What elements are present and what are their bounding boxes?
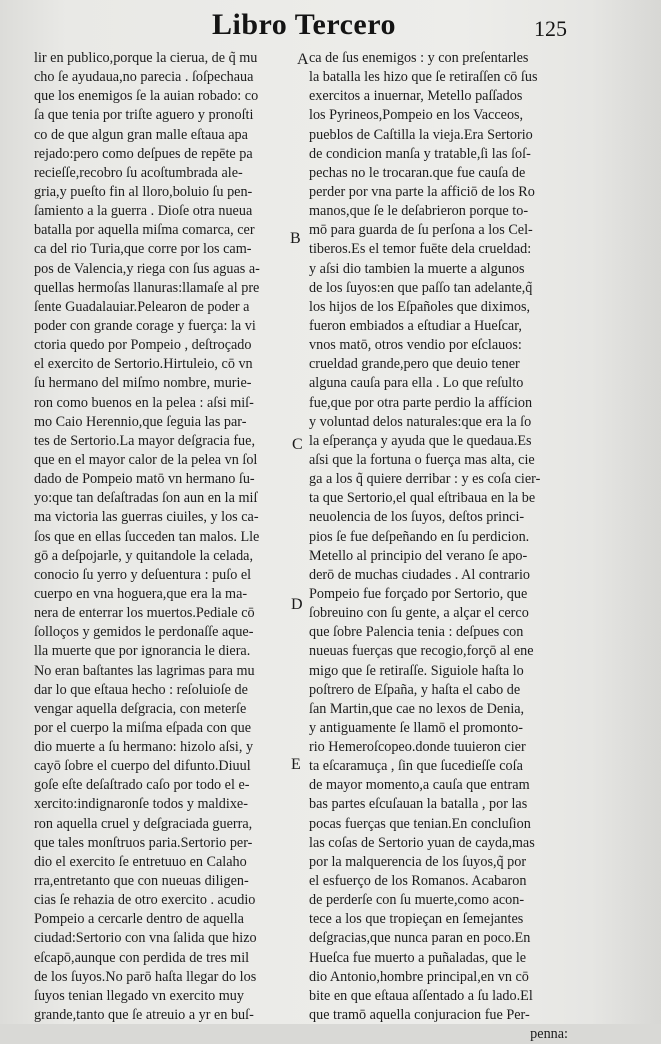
text-line: recieſſe,recobro ſu acoſtumbrada ale- — [34, 164, 243, 181]
text-line: pueblos de Caſtilla la vieja.Era Sertorio — [309, 126, 533, 143]
text-line: las coſas de Sertorio yuan de cayda,mas — [309, 834, 535, 851]
text-line: ca de ſus enemigos : y con preſentarles — [309, 50, 529, 66]
text-line: gō a deſpojarle, y quitandole la celada, — [34, 547, 254, 564]
text-line: goſe eſte deſaſtrado caſo por todo el e- — [34, 777, 250, 794]
text-line: xercito:indignaronſe todos y maldixe- — [34, 796, 248, 813]
text-line: poſtrero de Eſpaña, y haſta el cabo de — [309, 681, 521, 698]
text-line: de los ſuyos:en que paſſo tan adelante,q̃ — [309, 279, 533, 296]
margin-marker-d: D — [291, 596, 303, 613]
text-line: de mayor momento,a cauſa que entram — [309, 777, 530, 794]
text-line: co de que algun gran malle eſtaua apa — [34, 126, 248, 143]
text-line: quellas hermoſas llanuras:llamaſe al pre — [34, 279, 260, 296]
text-line: conocio ſu yerro y deſuentura : puſo el — [34, 566, 252, 583]
text-line: dio Antonio,hombre principal,en vn cō — [309, 968, 529, 985]
margin-marker-c: C — [292, 436, 303, 453]
text-line: ſa que tenia por triſte aguero y pronoſti — [34, 107, 254, 124]
text-line: tiberos.Es el temor fuēte dela crueldad: — [309, 241, 532, 258]
text-line: ſobreuino con ſu gente, a alçar el cerco — [309, 605, 529, 622]
text-line: la eſperança y ayuda que le quedaua.Es — [309, 432, 532, 449]
text-line: vnos matō, otros vendio por eſclauos: — [309, 337, 522, 354]
text-line: que los enemigos ſe la auian robado: co — [34, 88, 259, 105]
text-line: ſan Martin,que cae no lexos de Denia, — [309, 700, 525, 717]
text-line: por la malquerencia de los ſuyos,q̃ por — [309, 853, 527, 870]
text-line: de perderſe con ſu muerte,como acon- — [309, 892, 525, 909]
text-line: de los ſuyos.No parō haſta llegar do los — [34, 968, 257, 985]
text-line: exercitos a inuernar, Metello paſſados — [309, 88, 523, 105]
text-line: pechas no le trocaran.que fue cauſa de — [309, 164, 526, 181]
text-line: ſamiento a la guerra . Dioſe otra nueua — [34, 203, 253, 220]
text-line: dio muerte a ſu hermano: hizolo aſsi, y — [34, 739, 254, 756]
text-line: ſente Guadalauiar.Pelearon de poder a — [34, 298, 250, 315]
text-line: ga a los q̃ quiere derribar : y es coſa cier- — [309, 471, 541, 488]
text-line: mo Caio Herennio,que ſeguia las par- — [34, 413, 247, 430]
text-line: No eran baſtantes las lagrimas para mu — [34, 662, 255, 679]
text-line: pocas fuerças que tenian.En concluſion — [309, 815, 531, 832]
text-line: tes de Sertorio.La mayor deſgracia fue, — [34, 432, 255, 449]
text-line: cho ſe ayudaua,no parecia . ſoſpechaua — [34, 69, 254, 86]
text-line: y antiguamente ſe llamō el promonto- — [309, 719, 523, 736]
margin-marker-b: B — [290, 230, 301, 247]
text-line: penna: — [530, 1026, 568, 1043]
text-line: crueldad grande,pero que deuio tener — [309, 356, 520, 373]
text-line: ctoria quedo por Pompeio , deſtroçado — [34, 337, 252, 354]
text-line: pos de Valencia,y riega con ſus aguas a- — [34, 260, 260, 277]
text-line: ſolloços y gemidos le perdonaſſe aque- — [34, 624, 254, 641]
text-line: mō para guarda de ſu perſona a los Cel- — [309, 222, 533, 239]
text-line: ron aquella cruel y deſgraciada guerra, — [34, 815, 253, 832]
text-line: rio Hemeroſcopeo.donde tuuieron cier — [309, 739, 526, 756]
text-line: los Pyrineos,Pompeio en los Vacceos, — [309, 107, 524, 124]
text-line: deſgracias,que nunca paran en poco.En — [309, 930, 531, 947]
text-line: dar lo que eſtaua hecho : reſoluioſe de — [34, 681, 248, 698]
text-line: alguna cauſa para ella . Lo que reſulto — [309, 375, 524, 392]
text-line: nueuas fuerças que recogio,forçō al ene — [309, 643, 534, 660]
text-line: rejado:pero como deſpues de repēte pa — [34, 145, 253, 162]
text-line: la batalla les hizo que ſe retiraſſen cō ſus — [309, 69, 538, 86]
text-line: que ſobre Palencia tenia : deſpues con — [309, 624, 524, 641]
margin-marker-a: A — [297, 51, 309, 68]
left-text-column — [34, 49, 292, 1025]
text-line: ſos que en ellas ſucceden tan malos. Lle — [34, 528, 260, 545]
text-line: y voluntad delos naturales:que era la ſo — [309, 413, 532, 430]
text-line: vengar aquella deſgracia, con meterſe — [34, 700, 247, 717]
text-line: lir en publico,porque la cierua, de q̃ mu — [34, 50, 258, 66]
right-text-column — [309, 49, 571, 1044]
text-line: cias ſe rehazia de otro exercito . acudio — [34, 892, 256, 909]
text-line: dio el exercito ſe entretuuo en Calaho — [34, 853, 247, 870]
text-line: nera de enterrar los muertos.Pediale cō — [34, 605, 255, 622]
text-line: bas partes eſcuſauan la batalla , por las — [309, 796, 528, 813]
text-line: cayō ſobre el cuerpo del difunto.Diuul — [34, 758, 251, 775]
text-line: gria,y pueſto fin al lloro,boluio ſu pen- — [34, 183, 253, 200]
text-line: batalla por aquella miſma comarca, cer — [34, 222, 255, 239]
text-line: manos,que ſe le deſabrieron porque to- — [309, 203, 529, 220]
text-line: lla muerte que por ignorancia le diera. — [34, 643, 251, 660]
text-line: Pompeio fue forçado por Sertorio, que — [309, 585, 528, 602]
margin-marker-e: E — [291, 756, 301, 773]
text-line: Metello al principio del verano ſe apo- — [309, 547, 528, 564]
text-line: rra,entretanto que con nueuas diligen- — [34, 873, 249, 890]
text-line: por el cuerpo la miſma eſpada con que — [34, 719, 252, 736]
text-line: ta que Sertorio,el qual eſtribaua en la be — [309, 490, 536, 507]
text-line: dado de Pompeio matō vn hermano ſu- — [34, 471, 255, 488]
text-line: ſu hermano del miſmo nombre, murie- — [34, 375, 252, 392]
text-line: tece a los que tropieçan en ſemejantes — [309, 911, 524, 928]
text-line: ron como buenos en la pelea : aſsi miſ- — [34, 394, 254, 411]
text-line: el esfuerço de los Romanos. Acabaron — [309, 873, 527, 890]
running-title: Libro Tercero — [212, 8, 397, 41]
text-line: cuerpo en vna hoguera,que era la ma- — [34, 585, 248, 602]
text-line: yo:que tan deſaſtradas ſon aun en la miſ — [34, 490, 258, 507]
text-line: que en el mayor calor de la pelea vn ſol — [34, 451, 258, 468]
text-line: Pompeio a cercarle dentro de aquella — [34, 911, 244, 928]
text-line: de condicion manſa y tratable,ſi las ſoſ- — [309, 145, 531, 162]
text-line: bite en que eſtaua aſſentado a ſu lado.El — [309, 987, 533, 1004]
text-line: migo que ſe retiraſſe. Siguiole haſta lo — [309, 662, 524, 679]
text-line: ſuyos tenian llegado vn exercito muy — [34, 987, 244, 1004]
text-line: Hueſca fue muerto a puñaladas, que le — [309, 949, 527, 966]
page-edge-shadow — [591, 0, 661, 1024]
page-number: 125 — [534, 16, 567, 41]
text-line: que tales monſtruos paria.Sertorio per- — [34, 834, 253, 851]
text-line: derō de muchas ciudades . Al contrario — [309, 566, 531, 583]
text-line: los hijos de los Eſpañoles que diximos, — [309, 298, 531, 315]
text-line: perder por vna parte la afficiō de los Ro — [309, 183, 535, 200]
text-line: eſcapō,aunque con perdida de tres mil — [34, 949, 250, 966]
text-line: aſsi que la fortuna o fuerça mas alta, cie — [309, 451, 535, 468]
text-line: grande,tanto que ſe atreuio a yr en buſ- — [34, 1007, 254, 1024]
text-line: ca del rio Turia,que corre por los cam- — [34, 241, 252, 258]
text-line: ciudad:Sertorio con vna ſalida que hizo — [34, 930, 257, 947]
text-line: y aſsi dio tambien la muerte a algunos — [309, 260, 525, 277]
text-line: ma victoria las guerras ciuiles, y los ca- — [34, 509, 259, 526]
text-line: poder con grande corage y fuerça: la vi — [34, 317, 256, 334]
text-line: fueron embiados a eſtudiar a Hueſcar, — [309, 317, 522, 334]
text-line: ta eſcaramuça , ſin que ſucedieſſe coſa — [309, 758, 523, 775]
text-line: neuolencia de los ſuyos, deſtos princi- — [309, 509, 525, 526]
text-line: el exercito de Sertorio.Hirtuleio, cō vn — [34, 356, 253, 373]
text-line: que tramō aquella conjuracion fue Per- — [309, 1007, 530, 1024]
text-line: fue,que por otra parte perdio la affícion — [309, 394, 533, 411]
text-line: pios ſe fue deſpeñando en ſu perdicion. — [309, 528, 530, 545]
